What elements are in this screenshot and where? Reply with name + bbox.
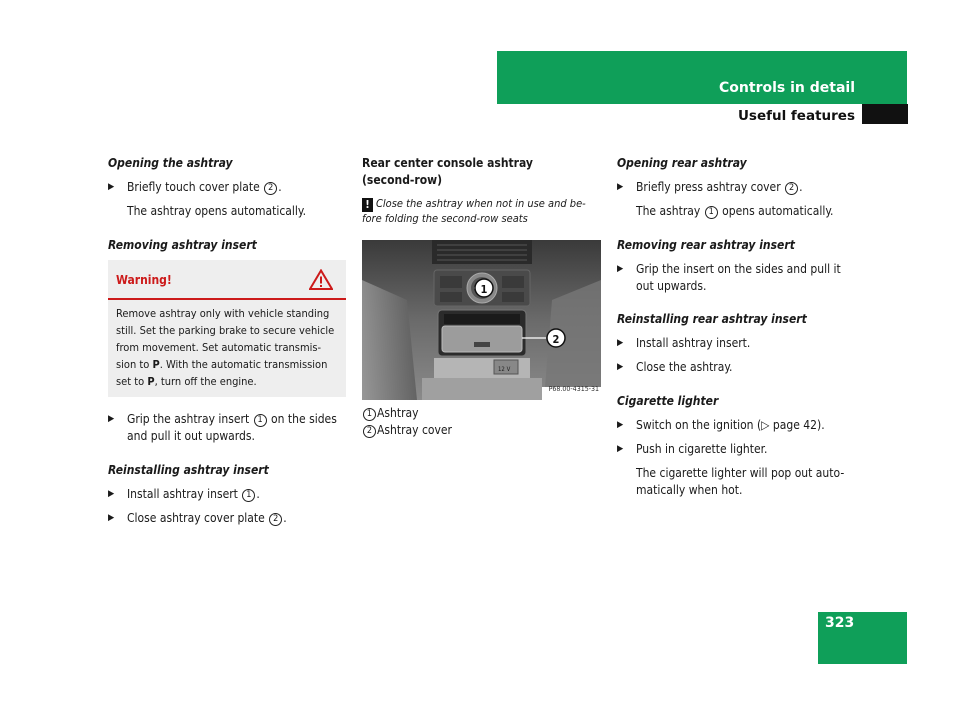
step-close-cover: ▶ Close ashtray cover plate 2 . xyxy=(108,511,287,525)
bullet-icon: ▶ xyxy=(617,362,624,372)
warning-body: Remove ashtray only with vehicle standing still. Set the parking brake to secure vehicle from movement. Set automatic transmis- sion to P. With the automatic transmission set to P, turn off the engine. xyxy=(116,307,335,388)
legend-ashtray-cover: 2 Ashtray cover xyxy=(362,422,602,439)
subsection-title: Useful features xyxy=(737,108,855,124)
result-rear-opens: The ashtray 1 opens automatically. xyxy=(636,204,834,218)
legend-ashtray: 1 Ashtray xyxy=(362,405,602,422)
ref-circle: 2 xyxy=(264,182,277,195)
section-title: Controls in detail xyxy=(719,80,855,96)
ref-circle: 1 xyxy=(242,489,255,502)
heading-opening-rear-ashtray: Opening rear ashtray xyxy=(617,156,747,170)
heading-removing-rear-insert: Removing rear ashtray insert xyxy=(617,238,795,252)
bullet-icon: ▶ xyxy=(617,444,624,454)
warning-title: Warning! xyxy=(116,273,172,287)
column-right xyxy=(617,155,857,499)
header-black-tab xyxy=(862,104,908,124)
photo-callout-1: 1 xyxy=(480,283,488,296)
bullet-icon: ▶ xyxy=(108,513,115,523)
result-opens: The ashtray opens automatically. xyxy=(127,204,306,218)
ref-circle: 2 xyxy=(269,513,282,526)
heading-reinstalling-insert: Reinstalling ashtray insert xyxy=(108,463,269,477)
ref-circle: 1 xyxy=(254,414,267,427)
step-close-rear-ashtray: ▶ Close the ashtray. xyxy=(617,360,733,374)
ashtray-photo xyxy=(362,240,601,400)
bullet-icon: ▶ xyxy=(108,489,115,499)
step-install-insert: ▶ Install ashtray insert 1 . xyxy=(108,487,260,501)
bullet-icon: ▶ xyxy=(617,420,624,430)
column-left xyxy=(108,155,348,527)
step-grip-rear-insert: ▶ Grip the insert on the sides and pull it out upwards. xyxy=(617,262,841,293)
note-close-ashtray: ! Close the ashtray when not in use and be- fore folding the second-row seats xyxy=(362,197,586,225)
heading-reinstalling-rear-insert: Reinstalling rear ashtray insert xyxy=(617,312,807,326)
heading-opening-ashtray: Opening the ashtray xyxy=(108,156,233,170)
page-number: 323 xyxy=(825,615,855,631)
heading-cigarette-lighter: Cigarette lighter xyxy=(617,394,719,408)
step-switch-ignition: ▶ Switch on the ignition (▷ page 42). xyxy=(617,418,825,432)
bullet-icon: ▶ xyxy=(617,182,624,192)
step-press-cover: ▶ Briefly press ashtray cover 2 . xyxy=(617,180,803,194)
step-touch-cover: ▶ Briefly touch cover plate 2 . xyxy=(108,180,282,194)
result-lighter-pops: The cigarette lighter will pop out auto- matically when hot. xyxy=(636,466,845,497)
step-push-lighter: ▶ Push in cigarette lighter. xyxy=(617,442,768,456)
ref-circle: 2 xyxy=(785,182,798,195)
page-ref-arrow-icon: ▷ xyxy=(761,418,770,432)
photo-socket-label: 12 V xyxy=(498,366,511,373)
warning-triangle-icon xyxy=(309,269,333,295)
warning-box xyxy=(108,260,346,397)
heading-rear-console-ashtray: Rear center console ashtray (second-row) xyxy=(362,156,533,187)
ref-circle: 1 xyxy=(363,408,376,421)
step-grip-insert: ▶ Grip the ashtray insert 1 on the sides and pull it out upwards. xyxy=(108,412,337,443)
step-install-rear-insert: ▶ Install ashtray insert. xyxy=(617,336,751,350)
bullet-icon: ▶ xyxy=(617,264,624,274)
bullet-icon: ▶ xyxy=(108,182,115,192)
ref-circle: 2 xyxy=(363,425,376,438)
ref-circle: 1 xyxy=(705,206,718,219)
header-green-bar xyxy=(497,51,907,104)
bullet-icon: ▶ xyxy=(108,414,115,424)
heading-removing-insert: Removing ashtray insert xyxy=(108,238,257,252)
exclamation-icon: ! xyxy=(362,198,373,212)
bullet-icon: ▶ xyxy=(617,338,624,348)
column-middle xyxy=(362,155,602,439)
photo-callout-2: 2 xyxy=(552,333,560,346)
photo-code: P68.00-4315-31 xyxy=(548,385,599,393)
